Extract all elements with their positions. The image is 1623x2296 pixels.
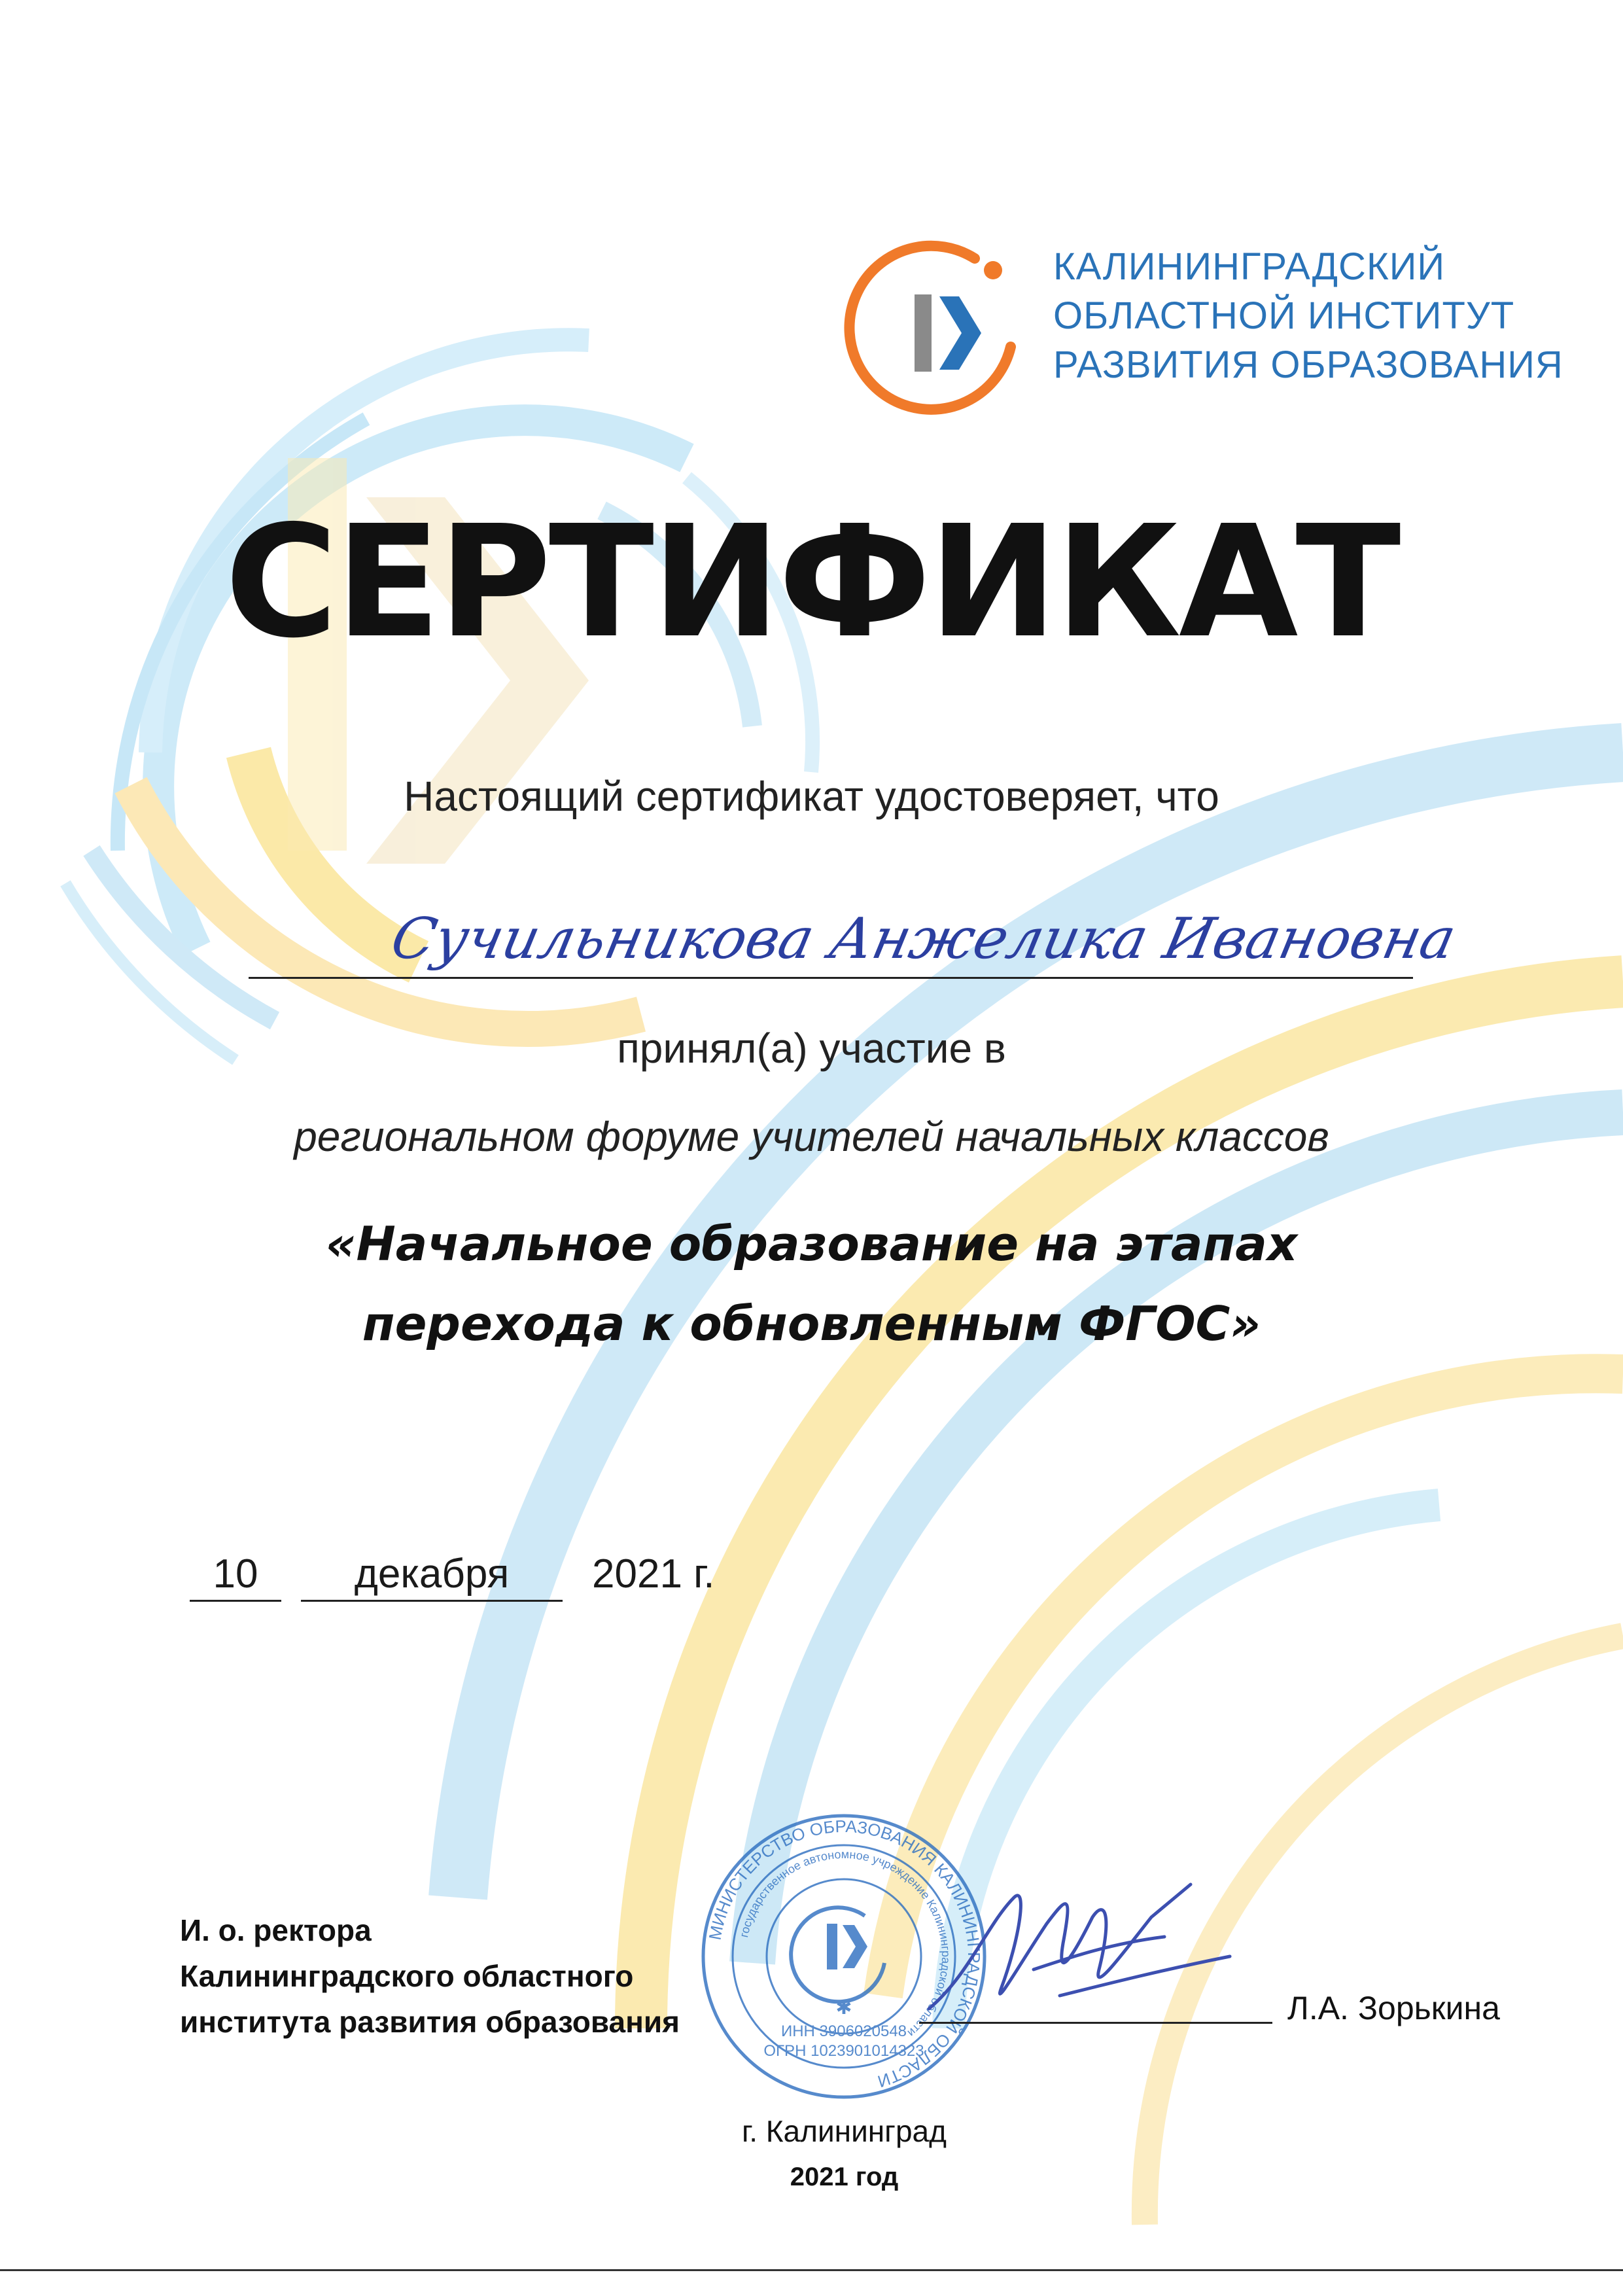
signer-position (180, 1907, 703, 2045)
event-title-line: перехода к обновленным ФГОС» (362, 1296, 1261, 1351)
recipient-name: Сучильникова Анжелика Ивановна (385, 906, 1461, 972)
date-year: 2021 г. (592, 1551, 715, 1597)
signer-position-line: Калининградского областного (180, 1959, 634, 1993)
logo-dot-icon (984, 261, 1002, 279)
stamp-outer-text: МИНИСТЕРСТВО ОБРАЗОВАНИЯ КАЛИНИНГРАДСКОЙ ОБЛАСТИ (705, 1816, 985, 2092)
organization-name-line: РАЗВИТИЯ ОБРАЗОВАНИЯ (1053, 344, 1563, 386)
participation-text: принял(а) участие в (617, 1025, 1006, 1072)
stamp-star-icon: ✱ (835, 1997, 852, 2019)
footer-city: г. Калининград (742, 2114, 947, 2148)
logo-k-arm-icon (939, 296, 981, 370)
stamp-ogrn: ОГРН 1023901014323 (763, 2042, 924, 2060)
date-day: 10 (190, 1551, 281, 1602)
organization-name-line: КАЛИНИНГРАДСКИЙ (1053, 245, 1446, 288)
organization-name (1053, 242, 1577, 389)
date-month: декабря (301, 1551, 563, 1602)
stamp-inner-text: государственное автономное учреждение Калининградской области (737, 1847, 953, 2040)
event-title (0, 1204, 1623, 1364)
signer-position-line: института развития образования (180, 2005, 680, 2039)
event-title-line: «Начальное образование на этапах (325, 1216, 1298, 1271)
organization-name-line: ОБЛАСТНОЙ ИНСТИТУТ (1053, 294, 1515, 337)
signer-name: Л.А. Зорькина (1287, 1990, 1500, 2026)
recipient-name-line (249, 977, 1413, 979)
institute-logo (844, 232, 1040, 429)
stamp-logo-stem-icon (827, 1924, 837, 1969)
stamp-logo-arm-icon (843, 1925, 867, 1968)
signature-line (919, 2022, 1272, 2024)
footer-year: 2021 год (790, 2163, 899, 2191)
certificate-title: СЕРТИФИКАТ (224, 492, 1399, 672)
signer-position-line: И. о. ректора (180, 1913, 372, 1947)
stamp-logo-ring-icon (791, 1907, 884, 2002)
logo-k-stem-icon (915, 294, 932, 372)
page-bottom-rule (0, 2269, 1623, 2271)
stamp-inn: ИНН 3906020548 (780, 2022, 907, 2040)
certifies-text: Настоящий сертификат удостоверяет, что (404, 773, 1219, 820)
event-type: региональном форуме учителей начальных классов (294, 1113, 1329, 1160)
